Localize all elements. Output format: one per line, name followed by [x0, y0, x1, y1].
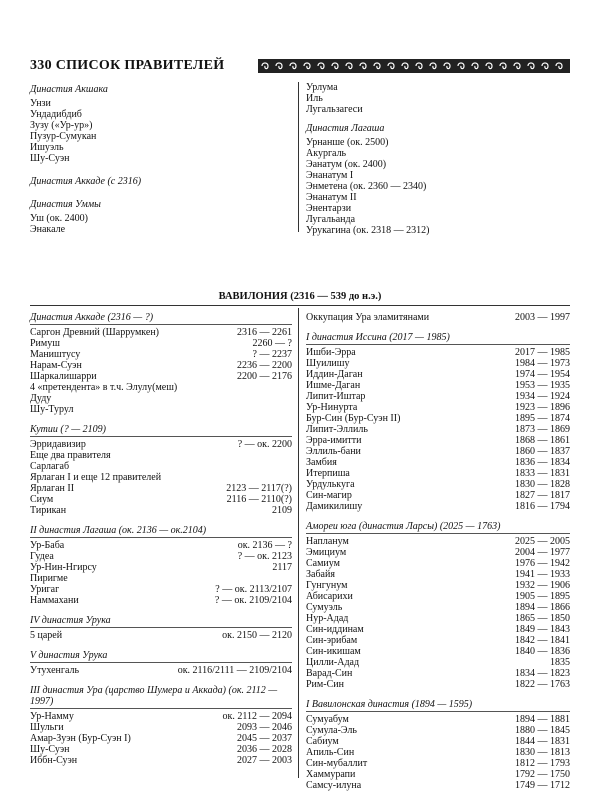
dynasty-heading: IV династия Урука [30, 615, 292, 628]
ruler-name: Ур-Баба [30, 540, 65, 551]
top-left-column [30, 82, 290, 235]
ruler-row [306, 347, 570, 358]
top-divider [298, 82, 299, 232]
ruler-name: Лугальзагеси [306, 104, 363, 115]
ruler-name: Урлума [306, 82, 338, 93]
ruler-name: Варад-Син [306, 668, 353, 679]
reign-dates: 1827 — 1817 [515, 490, 570, 501]
dynasty-heading: I Вавилонская династия (1894 — 1595) [306, 699, 570, 712]
reign-dates: 1953 — 1935 [515, 380, 570, 391]
reign-dates: ок. 2136 — ? [237, 540, 292, 551]
reign-dates: ? — ок. 2113/2107 [215, 584, 292, 595]
ruler-name: Ур-Намму [30, 711, 74, 722]
ruler-name: Шу-Турул [30, 404, 74, 415]
dynasty-heading: Династия Акшака [30, 84, 108, 95]
ruler-row [306, 624, 570, 635]
reign-dates: 1941 — 1933 [515, 569, 570, 580]
ruler-row [306, 758, 570, 769]
ruler-row [30, 573, 292, 584]
reign-dates: ? — ок. 2200 [237, 439, 292, 450]
ruler-row [306, 725, 570, 736]
ruler-row [306, 769, 570, 780]
reign-dates: 1836 — 1834 [515, 457, 570, 468]
reign-dates: 1868 — 1861 [515, 435, 570, 446]
ruler-name: 5 царей [30, 630, 63, 641]
dynasty-heading: III династия Ура (царство Шумера и Аккада) (ок. 2112 — 1997) [30, 685, 292, 709]
reign-dates: 2236 — 2200 [237, 360, 292, 371]
reign-dates: ? — ок. 2109/2104 [214, 595, 292, 606]
ruler-name: 4 «претендента» в т.ч. Элулу(меш) [30, 382, 178, 393]
reign-dates: 2116 — 2110(?) [226, 494, 292, 505]
ruler-name: Ур-Нин-Нгирсу [30, 562, 97, 573]
ruler-row [306, 446, 570, 457]
ruler-name: Амар-Зуэн (Бур-Суэн I) [30, 733, 131, 744]
ruler-row [30, 505, 292, 516]
ruler-row [30, 327, 292, 338]
ruler-row [306, 657, 570, 668]
reign-dates: ок. 2112 — 2094 [222, 711, 292, 722]
ruler-name: Абисарихи [306, 591, 353, 602]
reign-dates: 1849 — 1843 [515, 624, 570, 635]
ruler-row [306, 602, 570, 613]
dynasty-heading: Кутии (? — 2109) [30, 424, 292, 437]
reign-dates: 1905 — 1895 [515, 591, 570, 602]
ruler-name: Апиль-Син [306, 747, 355, 758]
dynasty-heading: Династия Аккаде (2316 — ?) [30, 312, 292, 325]
reign-dates: 2004 — 1977 [515, 547, 570, 558]
dynasty-heading: I династия Иссина (2017 — 1985) [306, 332, 570, 345]
reign-dates: ок. 2116/2111 — 2109/2104 [177, 665, 292, 676]
ruler-row [30, 722, 292, 733]
ruler-name: Лугальанда [306, 214, 356, 225]
dynasty-heading: Династия Аккаде (с 2316) [30, 176, 142, 187]
page-header [30, 58, 570, 74]
ornament-band [258, 59, 570, 73]
reign-dates: 1844 — 1831 [515, 736, 570, 747]
dynasty-heading: V династия Урука [30, 650, 292, 663]
ruler-row [306, 490, 570, 501]
reign-dates: 1880 — 1845 [515, 725, 570, 736]
reign-dates: ? — ок. 2123 [237, 551, 292, 562]
ruler-name: Энентарзи [306, 203, 352, 214]
reign-dates: 1934 — 1924 [515, 391, 570, 402]
ruler-row [306, 635, 570, 646]
ruler-row [30, 494, 292, 505]
ruler-name: Римуш [30, 338, 60, 349]
ruler-name: Дамикилишу [306, 501, 363, 512]
ruler-name: Сумуабум [306, 714, 349, 725]
reign-dates: 1812 — 1793 [515, 758, 570, 769]
ruler-name: Шаркалишарри [30, 371, 97, 382]
ruler-name: Сабиум [306, 736, 339, 747]
ruler-name: Ур-Нинурта [306, 402, 358, 413]
ruler-name: Акургаль [306, 148, 347, 159]
ruler-name: Самсу-илуна [306, 780, 362, 791]
ruler-name: Гудеа [30, 551, 54, 562]
ruler-name: Эрра-имитти [306, 435, 362, 446]
bottom-divider [298, 308, 299, 778]
ruler-row [30, 733, 292, 744]
ruler-name: Сарлагаб [30, 461, 70, 472]
ruler-row [306, 536, 570, 547]
ruler-name: Шу-Суэн [30, 744, 70, 755]
ruler-row [306, 569, 570, 580]
ruler-row [306, 380, 570, 391]
ruler-row [306, 747, 570, 758]
reign-dates: 1792 — 1750 [515, 769, 570, 780]
ruler-name: Сиум [30, 494, 54, 505]
ruler-name: Еще два правителя [30, 450, 111, 461]
ruler-name: Итерпиша [306, 468, 350, 479]
ruler-name: Уш (ок. 2400) [30, 213, 88, 224]
ruler-name: Сумуэль [306, 602, 343, 613]
ruler-row [306, 736, 570, 747]
ruler-row [30, 562, 292, 573]
ruler-row [306, 558, 570, 569]
reign-dates: 1976 — 1942 [515, 558, 570, 569]
ruler-row [306, 435, 570, 446]
ruler-row [30, 393, 292, 404]
reign-dates: 1865 — 1850 [515, 613, 570, 624]
ruler-row [306, 679, 570, 690]
ruler-row [30, 755, 292, 766]
ruler-name: Тирикан [30, 505, 67, 516]
ruler-row [306, 613, 570, 624]
reign-dates: 1894 — 1881 [515, 714, 570, 725]
ruler-name: Забайя [306, 569, 335, 580]
reign-dates: 2045 — 2037 [237, 733, 292, 744]
ruler-row [30, 595, 292, 606]
reign-dates: 1834 — 1823 [515, 668, 570, 679]
reign-dates: 2017 — 1985 [515, 347, 570, 358]
ruler-name: Цилли-Адад [306, 657, 360, 668]
ruler-row [30, 382, 292, 393]
ruler-row [30, 360, 292, 371]
ruler-row [306, 369, 570, 380]
ruler-row [306, 547, 570, 558]
ruler-name: Ишби-Эрра [306, 347, 356, 358]
reign-dates: 1822 — 1763 [515, 679, 570, 690]
ruler-name: Уригаг [30, 584, 60, 595]
ruler-name: Пиригме [30, 573, 68, 584]
ruler-row [306, 646, 570, 657]
ruler-row [306, 391, 570, 402]
ruler-name: Нарам-Суэн [30, 360, 82, 371]
ruler-name: Липит-Иштар [306, 391, 366, 402]
ruler-name: Пузур-Сумукан [30, 131, 97, 142]
reign-dates: 1984 — 1973 [515, 358, 570, 369]
ruler-name: Энанатум II [306, 192, 357, 203]
ruler-row [30, 551, 292, 562]
ruler-name: Энакале [30, 224, 66, 235]
reign-dates: 2260 — ? [252, 338, 292, 349]
ruler-name: Энанатум I [306, 170, 354, 181]
ruler-name: Шульги [30, 722, 64, 733]
section-title: ВАВИЛОНИЯ (2316 — 539 до н.э.) [218, 291, 382, 302]
reign-dates: 2093 — 2046 [237, 722, 292, 733]
ruler-row [30, 450, 292, 461]
reign-dates: ? — 2237 [252, 349, 292, 360]
reign-dates: 1830 — 1828 [515, 479, 570, 490]
reign-dates: 2036 — 2028 [237, 744, 292, 755]
ruler-row [30, 461, 292, 472]
ruler-name: Наммахани [30, 595, 79, 606]
ruler-row [306, 668, 570, 679]
ruler-name: Маништусу [30, 349, 81, 360]
reign-dates: 1860 — 1837 [515, 446, 570, 457]
bottom-right-column [306, 312, 570, 791]
ruler-row [306, 468, 570, 479]
ruler-row [30, 371, 292, 382]
ruler-name: Син-икишам [306, 646, 361, 657]
ruler-name: Энметена (ок. 2360 — 2340) [306, 181, 427, 192]
reign-dates: 1816 — 1794 [515, 501, 570, 512]
ruler-name: Эллиль-бани [306, 446, 361, 457]
ruler-name: Син-мубаллит [306, 758, 368, 769]
reign-dates: 2123 — 2117(?) [226, 483, 292, 494]
ruler-name: Оккупация Ура эламитянами [306, 312, 430, 323]
ruler-name: Хаммурапи [306, 769, 356, 780]
ruler-name: Урдулькуга [306, 479, 355, 490]
ruler-name: Урукагина (ок. 2318 — 2312) [306, 225, 430, 236]
ruler-row [306, 358, 570, 369]
ruler-name: Иббн-Суэн [30, 755, 78, 766]
reign-dates: 1842 — 1841 [515, 635, 570, 646]
ruler-row [30, 404, 292, 415]
reign-dates: 1830 — 1813 [515, 747, 570, 758]
reign-dates: 1974 — 1954 [515, 369, 570, 380]
ruler-row [30, 540, 292, 551]
ruler-name: Утухенгаль [30, 665, 80, 676]
ruler-name: Нур-Адад [306, 613, 349, 624]
ruler-name: Бур-Син (Бур-Суэн II) [306, 413, 401, 424]
ruler-name: Эанатум (ок. 2400) [306, 159, 387, 170]
ruler-row [30, 711, 292, 722]
ruler-name: Рим-Син [306, 679, 344, 690]
ruler-row [30, 630, 292, 641]
ruler-row [306, 424, 570, 435]
ruler-name: Син-иддинам [306, 624, 364, 635]
reign-dates: 1923 — 1896 [515, 402, 570, 413]
ruler-row [306, 413, 570, 424]
ruler-row [30, 439, 292, 450]
ruler-name: Липит-Эллиль [306, 424, 368, 435]
ruler-row [30, 584, 292, 595]
ruler-name: Син-эрибам [306, 635, 358, 646]
ruler-name: Шу-Суэн [30, 153, 70, 164]
reign-dates: 2109 [272, 505, 292, 516]
ruler-name: Самиум [306, 558, 340, 569]
ruler-row [306, 501, 570, 512]
ruler-name: Дуду [30, 393, 52, 404]
ruler-name: Ишуэль [30, 142, 64, 153]
ruler-row [306, 580, 570, 591]
reign-dates: ок. 2150 — 2120 [222, 630, 292, 641]
ruler-row [30, 744, 292, 755]
ruler-row [306, 312, 570, 323]
ruler-name: Гунгунум [306, 580, 348, 591]
ruler-name: Шуилишу [306, 358, 350, 369]
ruler-name: Замбия [306, 457, 337, 468]
ruler-name: Унзи [30, 98, 51, 109]
ruler-row [306, 780, 570, 791]
reign-dates: 2117 [272, 562, 292, 573]
reign-dates: 1833 — 1831 [515, 468, 570, 479]
reign-dates: 2003 — 1997 [515, 312, 570, 323]
dynasty-heading: Династия Уммы [30, 199, 101, 210]
ruler-row [30, 665, 292, 676]
reign-dates: 1835 [550, 657, 570, 668]
ruler-name: Эрридавизир [30, 439, 86, 450]
reign-dates: 2027 — 2003 [237, 755, 292, 766]
reign-dates: 1932 — 1906 [515, 580, 570, 591]
ruler-name: Зузу («Ур-ур») [30, 120, 93, 131]
ruler-row [30, 472, 292, 483]
ruler-name: Иддин-Даган [306, 369, 363, 380]
ruler-name: Ярлаган II [30, 483, 75, 494]
ruler-name: Ундадибдиб [30, 109, 82, 120]
ruler-name: Саргон Древний (Шаррумкен) [30, 327, 159, 338]
ruler-name: Иль [306, 93, 323, 104]
ruler-row [306, 479, 570, 490]
ruler-row [306, 714, 570, 725]
ruler-name: Сумула-Эль [306, 725, 357, 736]
dynasty-heading: Амореи юга (династия Ларсы) (2025 — 1763) [306, 521, 570, 534]
top-right-column [306, 82, 570, 236]
reign-dates: 1895 — 1874 [515, 413, 570, 424]
ruler-name: Ярлаган I и еще 12 правителей [30, 472, 162, 483]
ruler-row [306, 402, 570, 413]
ruler-name: Напланум [306, 536, 349, 547]
reign-dates: 2200 — 2176 [237, 371, 292, 382]
reign-dates: 2025 — 2005 [515, 536, 570, 547]
ruler-row [306, 457, 570, 468]
section-rule [30, 305, 570, 306]
page-title: 330 СПИСОК ПРАВИТЕЛЕЙ [30, 58, 225, 73]
ruler-row [30, 483, 292, 494]
reign-dates: 2316 — 2261 [237, 327, 292, 338]
bottom-left-column [30, 312, 292, 766]
ruler-row [30, 338, 292, 349]
ruler-name: Эмициум [306, 547, 347, 558]
ruler-name: Син-магир [306, 490, 352, 501]
ruler-row [30, 349, 292, 360]
dynasty-heading: Династия Лагаша [306, 123, 385, 134]
reign-dates: 1749 — 1712 [515, 780, 570, 791]
reign-dates: 1840 — 1836 [515, 646, 570, 657]
ruler-name: Урнанше (ок. 2500) [306, 137, 389, 148]
reign-dates: 1894 — 1866 [515, 602, 570, 613]
ruler-row [306, 591, 570, 602]
ruler-name: Ишме-Даган [306, 380, 361, 391]
reign-dates: 1873 — 1869 [515, 424, 570, 435]
dynasty-heading: II династия Лагаша (ок. 2136 — ок.2104) [30, 525, 292, 538]
